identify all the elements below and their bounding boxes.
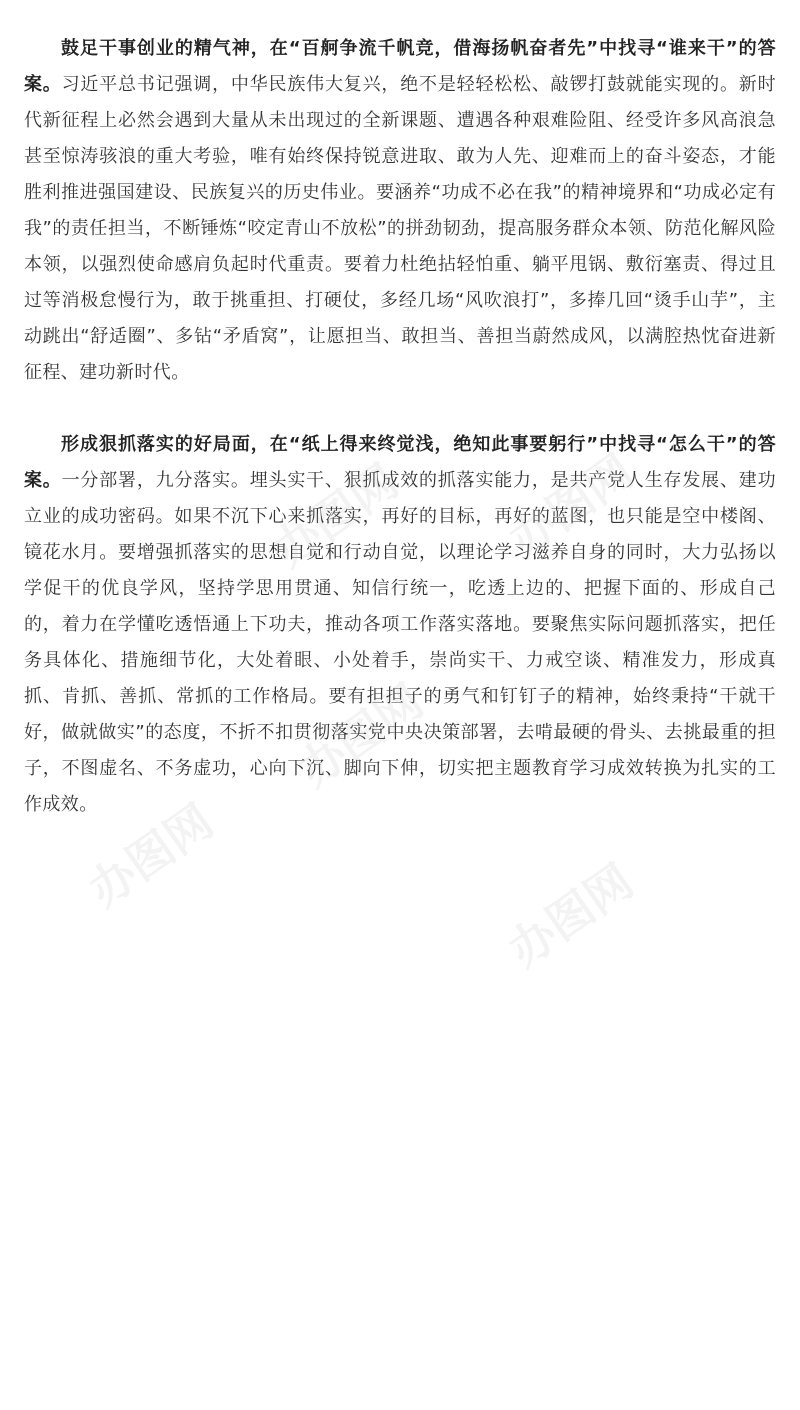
article-page: [24, 31, 776, 823]
paragraph-2-body: 一分部署，九分落实。埋头实干、狠抓成效的抓落实能力，是共产党人生存发展、建功立业的成功密码。如果不沉下心来抓落实，再好的目标，再好的蓝图，也只能是空中楼阁、镜花水月。要增强抓落实的思想自觉和行动自觉，以理论学习滋养自身的同时，大力弘扬以学促干的优良学风，坚持学思用贯通、知信行统一，吃透上边的、把握下面的、形成自己的，着力在学懂吃透悟通上下功夫，推动各项工作落实落地。要聚焦实际问题抓落实，把任务具体化、措施细节化，大处着眼、小处着手，崇尚实干、力戒空谈、精准发力，形成真抓、肯抓、善抓、常抓的工作格局。要有担担子的勇气和钉钉子的精神，始终秉持“干就干好，做就做实”的态度，不折不扣贯彻落实党中央决策部署，去啃最硬的骨头、去挑最重的担子，不图虚名、不务虚功，心向下沉、脚向下伸，切实把主题教育学习成效转换为扎实的工作成效。: [24, 470, 776, 815]
watermark-logo: 办图网: [498, 853, 643, 978]
paragraph-2: [24, 427, 776, 823]
paragraph-1-lead: 鼓足干事创业的精气神，在“百舸争流千帆竞，借海扬帆奋者先”中找寻“谁来干”的答案。: [24, 38, 776, 95]
watermark-logo: 办图网: [78, 793, 223, 918]
watermark-logo: 办图网: [263, 453, 408, 578]
paragraph-1-body: 习近平总书记强调，中华民族伟大复兴，绝不是轻轻松松、敲锣打鼓就能实现的。新时代新征程上必然会遇到大量从未出现过的全新课题、遭遇各种艰难险阻、经受许多风高浪急甚至惊涛骇浪的重大考验，唯有始终保持锐意进取、敢为人先、迎难而上的奋斗姿态，才能胜利推进强国建设、民族复兴的历史伟业。要涵养“功成不必在我”的精神境界和“功成必定有我”的责任担当，不断锤炼“咬定青山不放松”的拼劲韧劲，提高服务群众本领、防范化解风险本领，以强烈使命感肩负起时代重责。要着力杜绝拈轻怕重、躺平甩锅、敷衍塞责、得过且过等消极怠慢行为，敢于挑重担、打硬仗，多经几场“风吹浪打”，多捧几回“烫手山芋”，主动跳出“舒适圈”、多钻“矛盾窝”，让愿担当、敢担当、善担当蔚然成风，以满腔热忱奋进新征程、建功新时代。: [24, 74, 776, 383]
paragraph-2-lead: 形成狠抓落实的好局面，在“纸上得来终觉浅，绝知此事要躬行”中找寻“怎么干”的答案。: [24, 434, 776, 491]
watermark-logo: 办图网: [498, 443, 643, 568]
watermark-logo: 办图网: [288, 673, 433, 798]
paragraph-1: [24, 31, 776, 391]
